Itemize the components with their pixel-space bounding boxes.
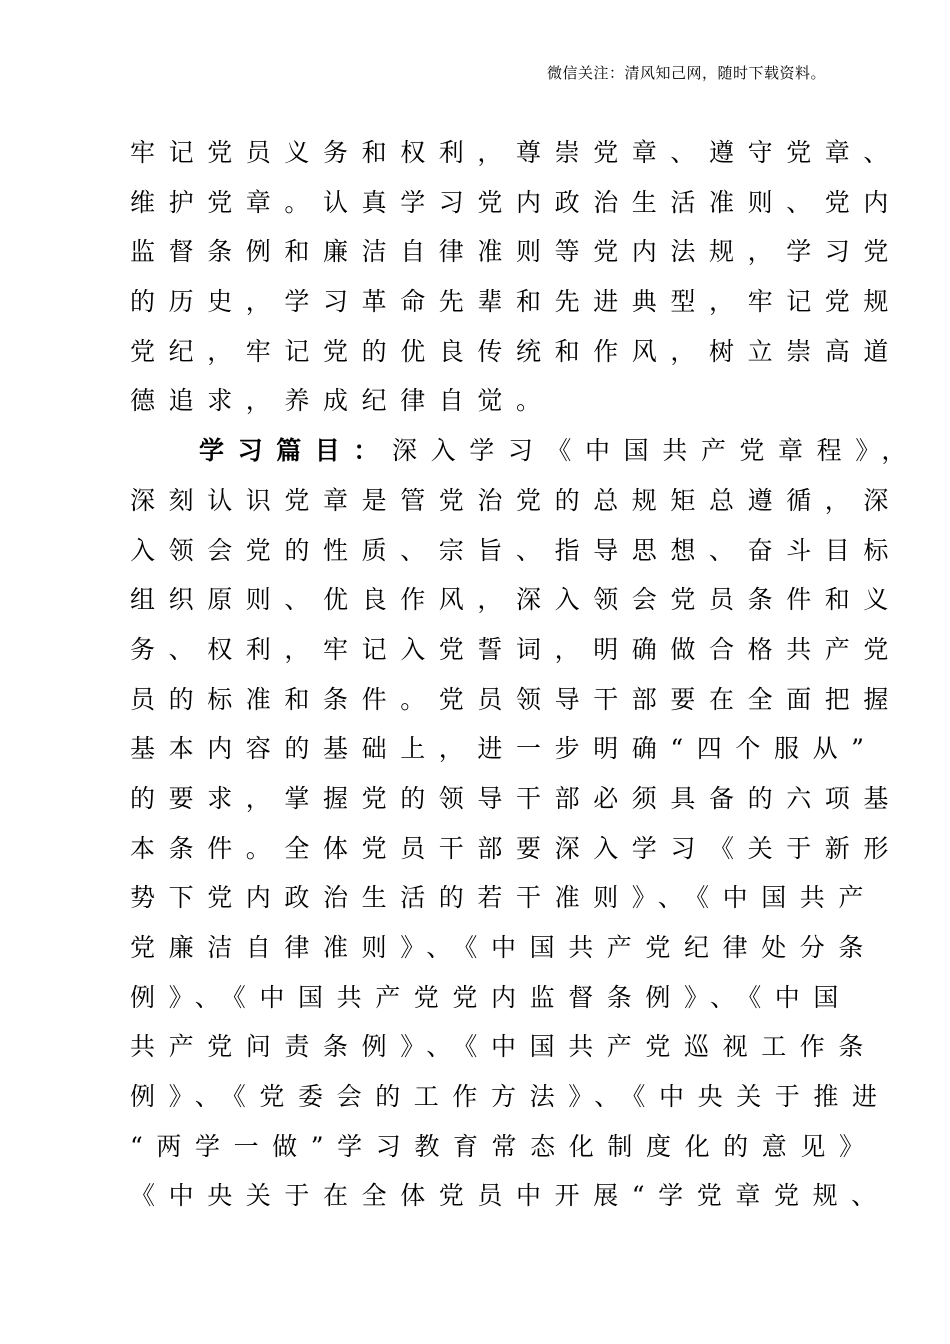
section-heading: 学习篇目： xyxy=(199,436,393,466)
text-line: 势下党内政治生活的若干准则》、《中国共产 xyxy=(130,883,878,913)
document-body xyxy=(130,128,920,1221)
text-line: 例》、《中国共产党党内监督条例》、《中国 xyxy=(130,982,853,1012)
text-line: 维护党章。认真学习党内政治生活准则、党内 xyxy=(130,187,903,217)
header-note: 微信关注：清风知己网，随时下载资料。 xyxy=(546,64,826,82)
text-line: 的要求，掌握党的领导干部必须具备的六项基 xyxy=(130,783,903,813)
paragraph-2 xyxy=(130,426,920,1221)
text-line: 党纪，牢记党的优良传统和作风，树立崇高道 xyxy=(130,336,903,366)
paragraph-1 xyxy=(130,128,903,426)
text-line: 组织原则、优良作风，深入领会党员条件和义 xyxy=(130,585,903,615)
text-run: 深入学习《中国共产党章程》， xyxy=(392,436,920,466)
text-line: 监督条例和廉洁自律准则等党内法规，学习党 xyxy=(130,237,903,267)
text-line: 例》、《党委会的工作方法》、《中央关于推进 xyxy=(130,1082,891,1112)
text-line: 德追求，养成纪律自觉。 xyxy=(130,386,555,416)
text-line: 员的标准和条件。党员领导干部要在全面把握 xyxy=(130,684,903,714)
text-line: 本条件。全体党员干部要深入学习《关于新形 xyxy=(130,833,903,863)
text-line: 牢记党员义务和权利，尊崇党章、遵守党章、 xyxy=(130,138,903,167)
text-line: 入领会党的性质、宗旨、指导思想、奋斗目标 xyxy=(130,535,903,565)
text-line: 的历史，学习革命先辈和先进典型，牢记党规 xyxy=(130,287,903,317)
text-line: “两学一做”学习教育常态化制度化的意见》 xyxy=(130,1131,878,1161)
text-line: 深刻认识党章是管党治党的总规矩总遵循，深 xyxy=(130,485,903,515)
text-line: 党廉洁自律准则》、《中国共产党纪律处分条 xyxy=(130,933,878,962)
text-line: 务、权利，牢记入党誓词，明确做合格共产党 xyxy=(130,634,903,664)
text-line: 基本内容的基础上，进一步明确“四个服从” xyxy=(130,734,878,764)
text-line: 《中央关于在全体党员中开展“学党章党规、 xyxy=(130,1181,890,1211)
text-line: 共产党问责条例》、《中国共产党巡视工作条 xyxy=(130,1032,878,1062)
text-line-first xyxy=(130,426,920,476)
